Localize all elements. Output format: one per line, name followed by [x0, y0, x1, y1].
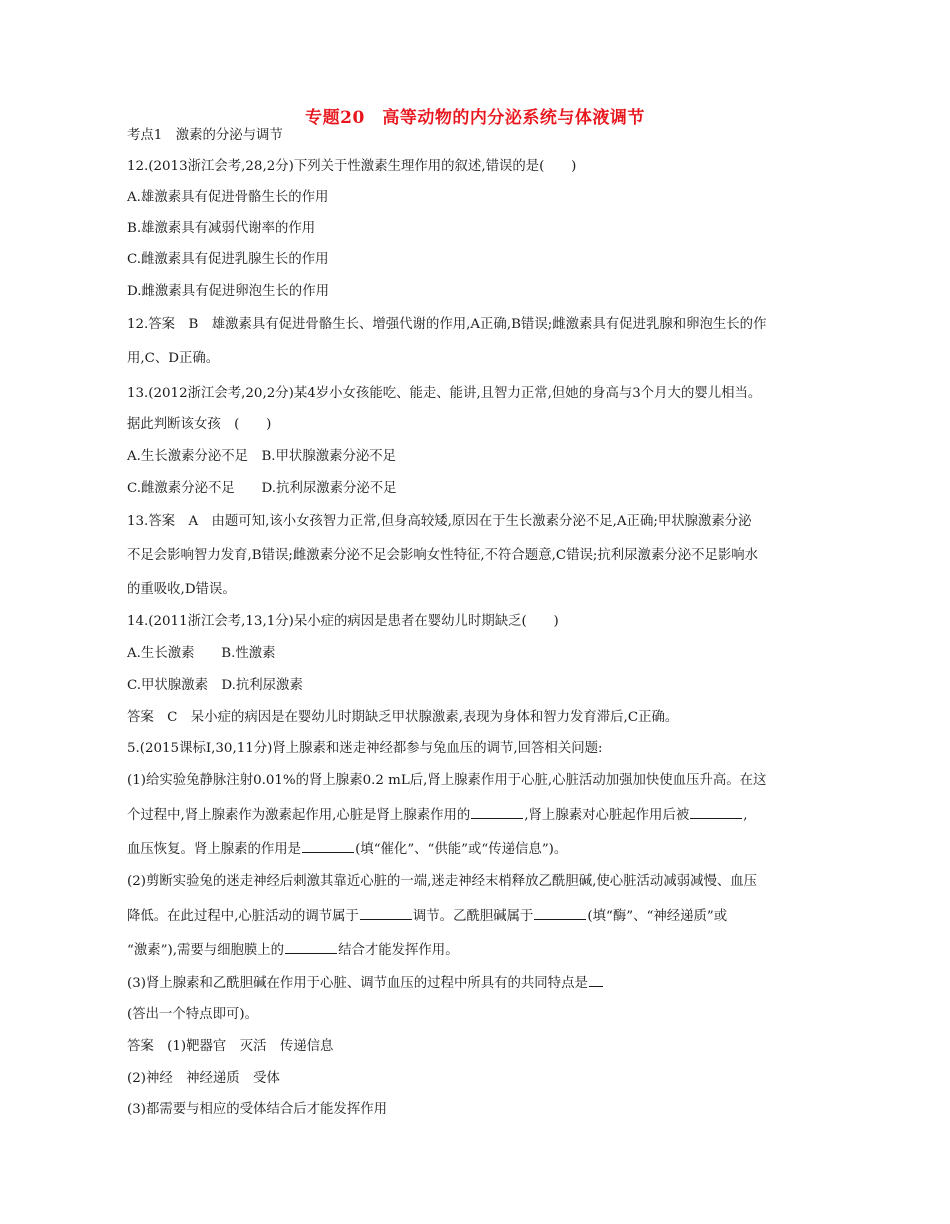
q14-options-cd: C.甲状腺激素 D.抗利尿激素	[127, 678, 303, 693]
q5-text: ,	[743, 808, 748, 823]
q5-answer-1: 答案 (1)靶器官 灭活 传递信息	[127, 1039, 334, 1054]
q5-answer-2: (2)神经 神经递质 受体	[127, 1071, 280, 1086]
q5-text: (3)肾上腺素和乙酰胆碱在作用于心脏、调节血压的过程中所具有的共同特点是	[127, 976, 588, 991]
answer-blank	[589, 974, 603, 987]
q5-part3-line1	[127, 974, 827, 993]
q14-answer: 答案 C 呆小症的病因是在婴幼儿时期缺乏甲状腺激素,表现为身体和智力发育滞后,C正确。	[127, 710, 679, 725]
q5-text: ,肾上腺素对心脏起作用后被	[524, 808, 690, 823]
q5-text: (填“催化”、“供能”或“传递信息”)。	[355, 842, 568, 857]
q5-text: 调节。乙酰胆碱属于	[412, 909, 534, 924]
q5-text: 结合才能发挥作用。	[338, 943, 459, 958]
q13-answer: 13.答案 A 由题可知,该小女孩智力正常,但身高较矮,原因在于生长激素分泌不足,A正确;甲状腺激素分泌	[127, 514, 752, 529]
section-heading: 考点1 激素的分泌与调节	[127, 128, 283, 143]
q13-options-ab: A.生长激素分泌不足 B.甲状腺激素分泌不足	[127, 449, 397, 464]
q5-text: 血压恢复。肾上腺素的作用是	[127, 842, 302, 857]
q5-text: 降低。在此过程中,心脏活动的调节属于	[127, 909, 359, 924]
question-12: 12.(2013浙江会考,28,2分)下列关于性激素生理作用的叙述,错误的是( )	[127, 159, 577, 174]
q12-answer-cont: 用,C、D正确。	[127, 351, 220, 366]
q5-text: “激素”),需要与细胞膜上的	[127, 943, 285, 958]
q5-part1-line2	[127, 806, 827, 825]
q14-options-ab: A.生长激素 B.性激素	[127, 646, 276, 661]
answer-blank	[302, 840, 354, 853]
answer-blank	[690, 806, 742, 819]
q5-part2-line3	[127, 941, 827, 960]
q5-part2-line2	[127, 907, 827, 926]
q5-text: 个过程中,肾上腺素作为激素起作用,心脏是肾上腺素作用的	[127, 808, 471, 823]
q12-option-c: C.雌激素具有促进乳腺生长的作用	[127, 252, 329, 267]
q13-answer-cont2: 的重吸收,D错误。	[127, 582, 236, 597]
question-5: 5.(2015课标Ⅰ,30,11分)肾上腺素和迷走神经都参与兔血压的调节,回答相关问题:	[127, 741, 603, 756]
q5-part3-line2: (答出一个特点即可)。	[127, 1007, 258, 1022]
answer-blank	[285, 941, 337, 954]
question-13-cont: 据此判断该女孩 ( )	[127, 417, 272, 432]
q13-options-cd: C.雌激素分泌不足 D.抗利尿激素分泌不足	[127, 481, 397, 496]
q12-option-b: B.雄激素具有减弱代谢率的作用	[127, 221, 316, 236]
q5-text: (填“酶”、“神经递质”或	[587, 909, 728, 924]
q5-part2-line1: (2)剪断实验兔的迷走神经后刺激其靠近心脏的一端,迷走神经末梢释放乙酰胆碱,使心脏活动减弱减慢、血压	[127, 874, 758, 889]
answer-blank	[534, 907, 586, 920]
q5-answer-3: (3)都需要与相应的受体结合后才能发挥作用	[127, 1102, 387, 1117]
answer-blank	[360, 907, 412, 920]
q12-option-a: A.雄激素具有促进骨骼生长的作用	[127, 190, 329, 205]
q12-option-d: D.雌激素具有促进卵泡生长的作用	[127, 284, 329, 299]
q5-part1-line3	[127, 840, 827, 859]
answer-blank	[471, 806, 523, 819]
q5-part1-line1: (1)给实验兔静脉注射0.01%的肾上腺素0.2 mL后,肾上腺素作用于心脏,心脏活动加强加快使血压升高。在这	[127, 773, 767, 788]
question-13: 13.(2012浙江会考,20,2分)某4岁小女孩能吃、能走、能讲,且智力正常,但她的身高与3个月大的婴儿相当。	[127, 386, 762, 401]
page-title: 专题20 高等动物的内分泌系统与体液调节	[305, 108, 645, 128]
q12-answer: 12.答案 B 雄激素具有促进骨骼生长、增强代谢的作用,A正确,B错误;雌激素具有促进乳腺和卵泡生长的作	[127, 317, 767, 332]
question-14: 14.(2011浙江会考,13,1分)呆小症的病因是患者在婴幼儿时期缺乏( )	[127, 614, 559, 629]
q13-answer-cont1: 不足会影响智力发育,B错误;雌激素分泌不足会影响女性特征,不符合题意,C错误;抗利尿激素分泌不足影响水	[127, 548, 759, 563]
